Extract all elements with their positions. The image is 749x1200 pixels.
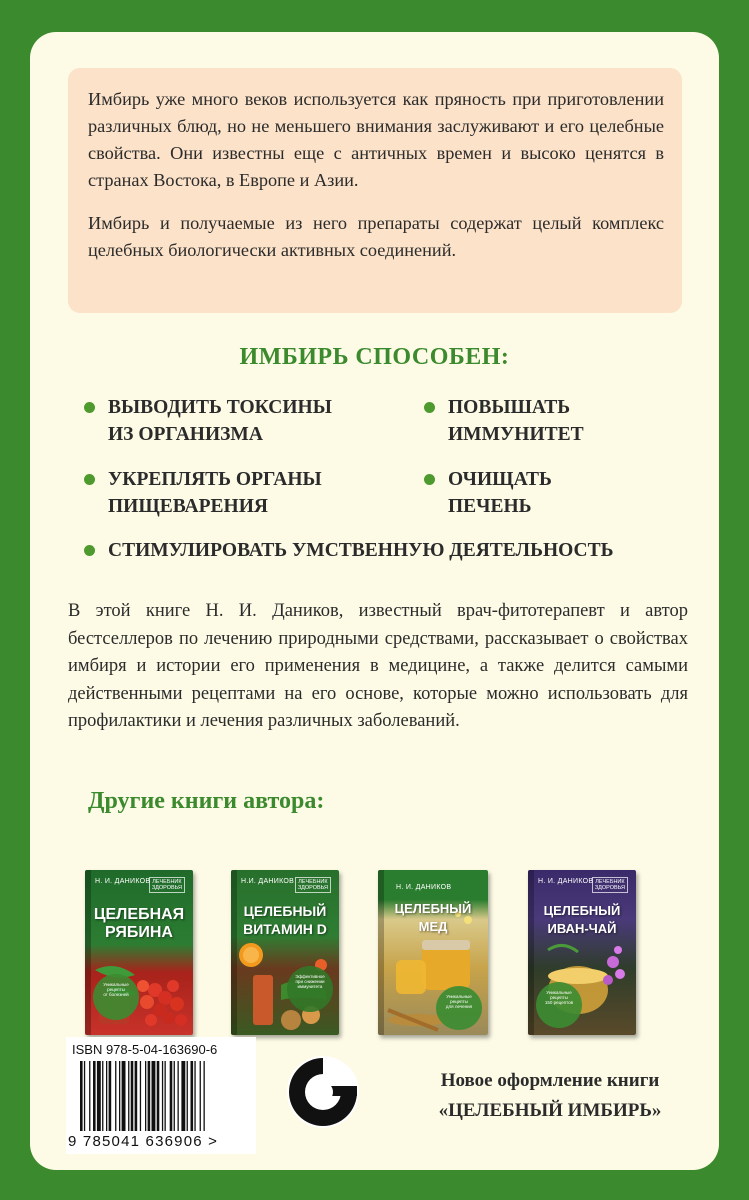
book-author: Н.И. ДАНИКОВ <box>241 878 295 885</box>
barcode-bar <box>115 1061 116 1131</box>
ability-text: СТИМУЛИРОВАТЬ УМСТВЕННУЮ ДЕЯТЕЛЬНОСТЬ <box>108 540 614 561</box>
abilities-heading: ИМБИРЬ СПОСОБЕН: <box>239 344 510 370</box>
ability-text: УКРЕПЛЯТЬ ОРГАНЫ ПИЩЕВАРЕНИЯ <box>108 469 322 517</box>
barcode-bar <box>84 1061 85 1131</box>
new-edition-line-2: «ЦЕЛЕБНЫЙ ИМБИРЬ» <box>438 1100 662 1121</box>
barcode-bar <box>140 1061 141 1131</box>
barcode-bar <box>204 1061 205 1131</box>
barcode-bar <box>162 1061 163 1131</box>
book-title: ЦЕЛЕБНЫЙ ИВАН-ЧАЙ <box>543 903 621 936</box>
barcode-bar <box>165 1061 166 1131</box>
ability-item <box>448 466 552 520</box>
new-edition-line-1: Новое оформление книги <box>440 1070 660 1091</box>
intro-paragraph-1: Имбирь уже много веков используется как пряность при приготовлении различных блюд, но не меньшего внимания заслуживают и его целебные свойства. Они известны еще с античных времен и высоко ценятся в странах Востока, в Европе и Азии. <box>88 89 664 190</box>
book-title: ЦЕЛЕБНАЯ РЯБИНА <box>93 906 185 941</box>
barcode-bar <box>119 1061 120 1131</box>
barcode-bar <box>93 1061 96 1131</box>
book-title: ЦЕЛЕБНЫЙ ВИТАМИН D <box>243 903 327 937</box>
book-cover-honey[interactable] <box>378 870 488 1035</box>
publisher-logo-icon <box>283 1052 363 1132</box>
barcode-bar <box>157 1061 160 1131</box>
barcode-digits: 9 785041 636906 > <box>68 1133 219 1150</box>
barcode-bar <box>135 1061 138 1131</box>
ability-text: ВЫВОДИТЬ ТОКСИНЫ ИЗ ОРГАНИЗМА <box>108 397 332 445</box>
barcode-bar <box>131 1061 134 1131</box>
barcode-bar <box>109 1061 112 1131</box>
ability-item <box>448 394 584 448</box>
barcode-bar <box>102 1061 103 1131</box>
bullet-dot-icon <box>84 474 95 485</box>
book-series-badge: ЛЕЧЕБНИК ЗДОРОВЬЯ <box>149 877 185 893</box>
barcode-bar <box>178 1061 179 1131</box>
barcode-bar <box>148 1061 151 1131</box>
ability-text: ПОВЫШАТЬ ИММУНИТЕТ <box>448 397 584 445</box>
book-cover-ivan-chai[interactable] <box>528 870 636 1035</box>
barcode-icon <box>80 1061 248 1131</box>
book-blurb: Уникальные рецепты 150 рецептов <box>536 982 582 1028</box>
barcode-bar <box>97 1061 101 1131</box>
bullet-dot-icon <box>424 402 435 413</box>
book-series-badge: ЛЕЧЕБНИК ЗДОРОВЬЯ <box>295 877 331 893</box>
cover-panel <box>30 32 719 1170</box>
ability-item <box>108 537 614 564</box>
barcode-bar <box>200 1061 201 1131</box>
barcode-bar <box>181 1061 185 1131</box>
intro-box <box>68 68 682 313</box>
book-blurb: Эффективное при снижении иммунитета <box>287 966 333 1012</box>
book-description: В этой книге Н. И. Даников, известный врач-фитотерапевт и автор бестселлеров по лечению природными средствами, рассказывает о свойствах имбиря и истории его применения в медицине, а также делится самыми действенными рецептами на его основе, которые можно использовать для профилактики и лечения различных заболеваний. <box>68 601 688 731</box>
barcode-box <box>66 1037 256 1154</box>
bullet-dot-icon <box>84 545 95 556</box>
barcode-bar <box>152 1061 156 1131</box>
barcode-bar <box>191 1061 194 1131</box>
bullet-dot-icon <box>424 474 435 485</box>
book-series-badge: ЛЕЧЕБНИК ЗДОРОВЬЯ <box>592 877 628 893</box>
book-title: ЦЕЛЕБНЫЙ МЕД <box>394 901 472 934</box>
barcode-bar <box>145 1061 146 1131</box>
barcode-bar <box>106 1061 107 1131</box>
book-cover-vitamin-d[interactable] <box>231 870 339 1035</box>
barcode-bar <box>194 1061 195 1131</box>
barcode-bar <box>170 1061 173 1131</box>
isbn-label: ISBN 978-5-04-163690-6 <box>72 1042 218 1057</box>
ability-text: ОЧИЩАТЬ ПЕЧЕНЬ <box>448 469 552 517</box>
book-author: Н. И. ДАНИКОВ <box>396 884 452 891</box>
intro-paragraph-2: Имбирь и получаемые из него препараты содержат целый комплекс целебных биологически активных соединений. <box>88 213 664 260</box>
bullet-dot-icon <box>84 402 95 413</box>
ability-item <box>108 466 322 520</box>
barcode-bar <box>187 1061 188 1131</box>
book-cover-rowan[interactable] <box>85 870 193 1035</box>
barcode-bar <box>174 1061 175 1131</box>
book-author: Н. И. ДАНИКОВ <box>95 878 151 885</box>
ability-item <box>108 394 332 448</box>
barcode-bar <box>80 1061 83 1131</box>
vitamin-food-image <box>231 870 339 1035</box>
new-edition-note <box>370 1066 730 1126</box>
barcode-bar <box>122 1061 126 1131</box>
barcode-bar <box>89 1061 90 1131</box>
other-books-title: Другие книги автора: <box>88 788 325 814</box>
book-author: Н. И. ДАНИКОВ <box>538 878 594 885</box>
book-blurb: Уникальные рецепты от болезней <box>93 974 139 1020</box>
barcode-bar <box>128 1061 129 1131</box>
book-blurb: Уникальные рецепты для лечения <box>436 986 482 1030</box>
